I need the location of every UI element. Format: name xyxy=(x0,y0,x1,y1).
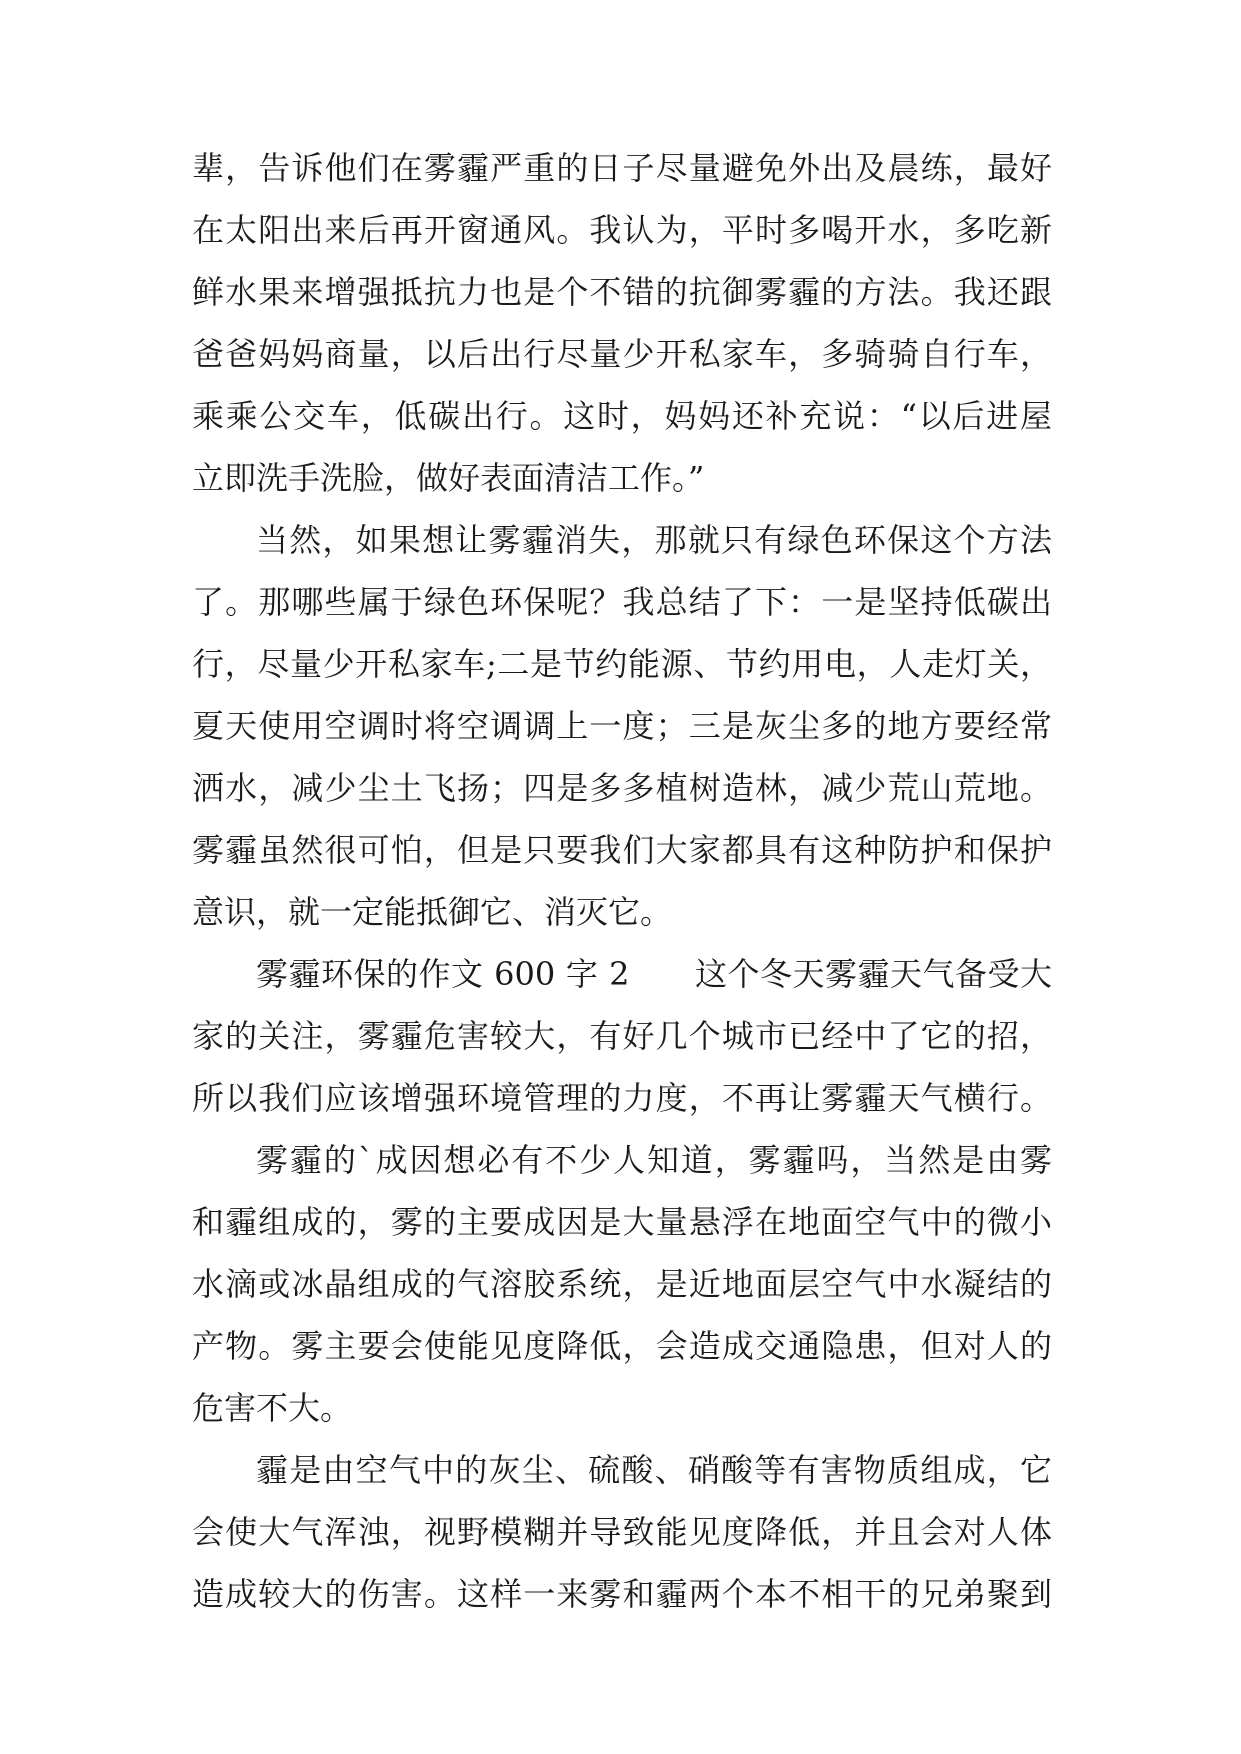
text-line: 危害不大。 xyxy=(192,1389,353,1427)
text-line: 夏天使用空调时将空调调上一度；三是灰尘多的地方要经常 xyxy=(192,707,1052,745)
paragraph-first-line: 霾是由空气中的灰尘、硫酸、硝酸等有害物质组成，它 xyxy=(256,1451,1052,1489)
text-line: 乘乘公交车，低碳出行。这时，妈妈还补充说：“以后进屋 xyxy=(192,397,1052,435)
text-line: 行，尽量少开私家车;二是节约能源、节约用电，人走灯关， xyxy=(192,645,1052,683)
text-line: 产物。雾主要会使能见度降低，会造成交通隐患，但对人的 xyxy=(192,1327,1052,1365)
text-line: 所以我们应该增强环境管理的力度，不再让雾霾天气横行。 xyxy=(192,1079,1052,1117)
paragraph-first-line: 雾霾的`成因想必有不少人知道，雾霾吗，当然是由雾 xyxy=(256,1141,1052,1179)
text-line: 和霾组成的，雾的主要成因是大量悬浮在地面空气中的微小 xyxy=(192,1203,1052,1241)
text-line: 立即洗手洗脸，做好表面清洁工作。” xyxy=(192,459,705,497)
text-line: 雾霾虽然很可怕，但是只要我们大家都具有这种防护和保护 xyxy=(192,831,1052,869)
text-line: 水滴或冰晶组成的气溶胶系统，是近地面层空气中水凝结的 xyxy=(192,1265,1052,1303)
text-line: 爸爸妈妈商量，以后出行尽量少开私家车，多骑骑自行车， xyxy=(192,335,1052,373)
text-line: 造成较大的伤害。这样一来雾和霾两个本不相干的兄弟聚到 xyxy=(192,1575,1052,1613)
paragraph-first-line: 当然，如果想让雾霾消失，那就只有绿色环保这个方法 xyxy=(256,521,1052,559)
text-line: 家的关注，雾霾危害较大，有好几个城市已经中了它的招， xyxy=(192,1017,1052,1055)
section-heading-line: 雾霾环保的作文 600 字 2 这个冬天雾霾天气备受大 xyxy=(256,955,1052,993)
text-line: 鲜水果来增强抵抗力也是个不错的抗御雾霾的方法。我还跟 xyxy=(192,273,1052,311)
text-line: 意识，就一定能抵御它、消灭它。 xyxy=(192,893,673,931)
text-line: 辈，告诉他们在雾霾严重的日子尽量避免外出及晨练，最好 xyxy=(192,149,1052,187)
text-line: 会使大气浑浊，视野模糊并导致能见度降低，并且会对人体 xyxy=(192,1513,1052,1551)
text-line: 了。那哪些属于绿色环保呢？我总结了下：一是坚持低碳出 xyxy=(192,583,1052,621)
text-line: 在太阳出来后再开窗通风。我认为，平时多喝开水，多吃新 xyxy=(192,211,1052,249)
text-line: 洒水，减少尘土飞扬；四是多多植树造林，减少荒山荒地。 xyxy=(192,769,1052,807)
